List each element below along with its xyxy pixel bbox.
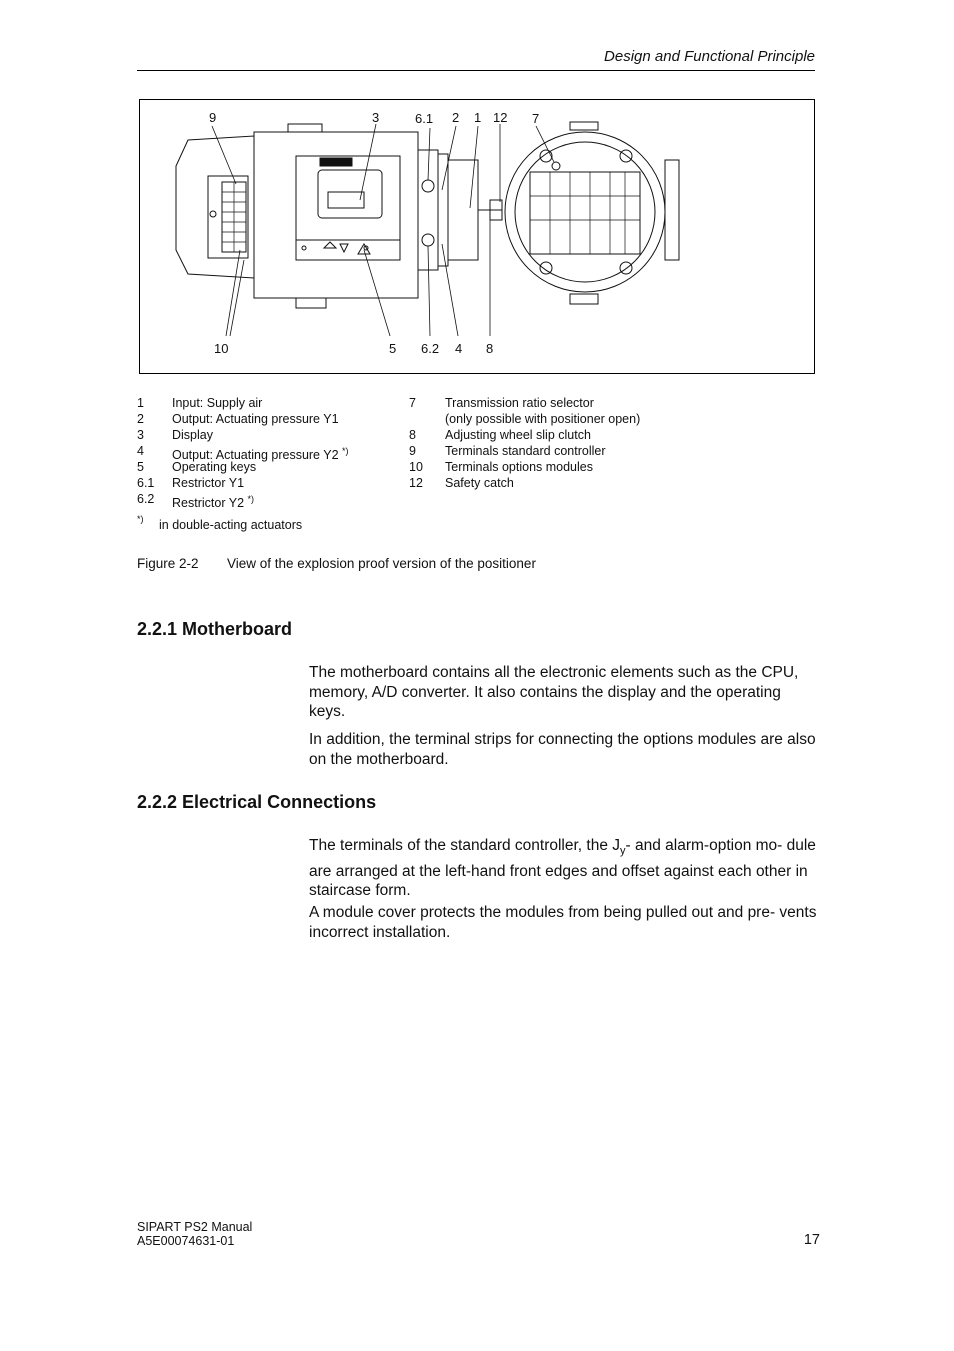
legend-num: 7 (409, 396, 416, 410)
legend-num: 1 (137, 396, 144, 410)
paragraph: The motherboard contains all the electronic elements such as the CPU, memory, A/D converter. It also contains the display and the operating keys. (309, 664, 799, 720)
caption-text: View of the explosion proof version of the positioner (227, 556, 536, 571)
positioner-drawing (140, 100, 816, 375)
callout-3: 3 (372, 110, 380, 125)
legend-text: Output: Actuating pressure Y1 (172, 412, 339, 426)
figure-2-2 (139, 99, 815, 374)
legend-num: 9 (409, 444, 416, 458)
callout-9: 9 (209, 110, 217, 125)
legend-num: 6.2 (137, 492, 155, 506)
running-header: Design and Functional Principle (604, 48, 815, 65)
section-heading-motherboard: 2.2.1 Motherboard (137, 619, 293, 639)
callout-4: 4 (455, 341, 463, 356)
section-heading-electrical-connections: 2.2.2 Electrical Connections (137, 792, 377, 812)
footnote-marker: *) (247, 494, 254, 504)
callout-5: 5 (389, 341, 397, 356)
subscript: y (620, 845, 626, 858)
legend-num: 12 (409, 476, 423, 490)
caption-label: Figure 2-2 (137, 556, 199, 571)
paragraph-text: The terminals of the standard controller, the J (309, 837, 621, 854)
callout-1: 1 (474, 110, 482, 125)
legend-text: Restrictor Y1 (172, 476, 245, 490)
footer-doc-number: A5E00074631-01 (137, 1234, 235, 1248)
footnote-mark: *) (137, 514, 144, 524)
legend-num: 4 (137, 444, 144, 458)
footnote-marker: *) (342, 446, 349, 456)
legend-num: 3 (137, 428, 144, 442)
legend-num: 8 (409, 428, 416, 442)
legend-text: Input: Supply air (172, 396, 263, 410)
callout-2: 2 (452, 110, 460, 125)
footnote-text: in double‑acting actuators (159, 518, 303, 532)
legend-text: Transmission ratio selector (445, 396, 594, 410)
legend-num: 2 (137, 412, 144, 426)
legend-text: Adjusting wheel slip clutch (445, 428, 591, 442)
legend-num: 10 (409, 460, 423, 474)
legend-text: (only possible with positioner open) (445, 412, 641, 426)
legend-num: 6.1 (137, 476, 155, 490)
callout-6-1: 6.1 (415, 111, 434, 126)
legend-num: 5 (137, 460, 144, 474)
callout-10: 10 (214, 341, 229, 356)
footer (137, 1220, 252, 1248)
callout-7: 7 (532, 111, 540, 126)
callout-6-2: 6.2 (421, 341, 440, 356)
paragraph-text: - and alarm-option mo- dule are arranged at the left‑hand front edges and offset against each other in staircase form. (309, 837, 816, 900)
legend-text: Safety catch (445, 476, 514, 490)
callout-12: 12 (493, 110, 508, 125)
paragraph: In addition, the terminal strips for connecting the options modules are also on the motherboard. (309, 731, 816, 768)
legend-text: Output: Actuating pressure Y2 (172, 448, 339, 463)
paragraph: A module cover protects the modules from being pulled out and pre- vents incorrect installation. (309, 904, 817, 941)
callout-8: 8 (486, 341, 494, 356)
page-number: 17 (803, 1232, 820, 1248)
paragraph (309, 836, 819, 901)
legend-text: Restrictor Y2 (172, 496, 245, 511)
legend-text: Display (172, 428, 213, 442)
footer-manual-title: SIPART PS2 Manual (137, 1220, 253, 1234)
legend-text: Terminals options modules (445, 460, 593, 474)
header-rule (137, 70, 815, 71)
legend-text: Operating keys (172, 460, 257, 474)
legend-text: Terminals standard controller (445, 444, 606, 458)
